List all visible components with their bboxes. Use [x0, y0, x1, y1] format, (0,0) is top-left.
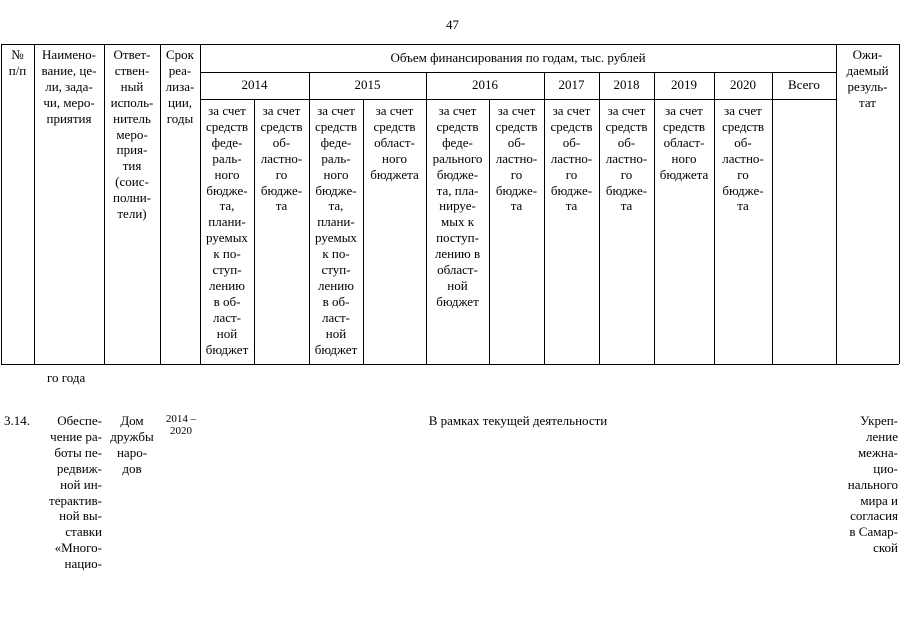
- year-2019: 2019: [671, 77, 697, 92]
- year-2017: 2017: [558, 77, 585, 92]
- row-terms: 2014 – 2020: [165, 413, 197, 437]
- header-financing: Объем финансирования по годам, тыс. рублей: [390, 50, 646, 65]
- row-name: Обеспе- чение ра- боты пе- редвиж- ной ин- терактив- ной вы- ставки «Много- нацио-: [49, 413, 102, 572]
- source-2017-regional: за счет средств об- ластно- го бюдже- та: [550, 103, 593, 214]
- source-2014-federal: за счет средств феде- раль- ного бюдже- та, плани- руемых к по- ступ- лению в об- ласт- ной бюджет: [205, 103, 249, 357]
- year-2020: 2020: [730, 77, 756, 92]
- continuation-text: го года: [47, 370, 86, 385]
- row-result: Укреп- ление межна- цио- нального мира и согласия в Самар- ской: [847, 413, 898, 556]
- year-2016: 2016: [472, 77, 498, 92]
- page-number: 47: [446, 17, 459, 32]
- source-2019-regional: за счет средств област- ного бюджета: [659, 103, 709, 182]
- source-2018-regional: за счет средств об- ластно- го бюдже- та: [605, 103, 648, 214]
- source-2020-regional: за счет средств об- ластно- го бюдже- та: [721, 103, 765, 214]
- source-2016-regional: за счет средств об- ластно- го бюдже- та: [495, 103, 538, 214]
- header-terms: Срок реа- лиза- ции, годы: [165, 47, 195, 126]
- header-name: Наимено- вание, це- ли, зада- чи, меро- приятия: [41, 47, 97, 126]
- year-2015: 2015: [354, 77, 381, 92]
- header-number: № п/п: [8, 47, 27, 78]
- year-2018: 2018: [613, 77, 640, 92]
- year-total: Всего: [788, 77, 820, 92]
- header-responsible: Ответ- ствен- ный исполь- нитель меро- прия- тия (соис- полни- тели): [110, 47, 154, 222]
- source-2015-regional: за счет средств област- ного бюджета: [370, 103, 419, 182]
- source-2015-federal: за счет средств феде- раль- ного бюдже- та, плани- руемых к по- ступ- лению в об- ласт- ной бюджет: [314, 103, 358, 357]
- row-responsible: Дом дружбы наро- дов: [110, 413, 154, 476]
- source-2014-regional: за счет средств об- ластно- го бюдже- та: [260, 103, 303, 214]
- row-financing: В рамках текущей деятельности: [428, 413, 608, 428]
- year-2014: 2014: [241, 77, 268, 92]
- header-result: Ожи- даемый резуль- тат: [846, 47, 889, 110]
- source-2016-federal: за счет средств феде- рального бюдже- та, пла- нируе- мых к поступ- лению в област- ной бюджет: [432, 103, 483, 309]
- row-number: 3.14.: [4, 413, 30, 428]
